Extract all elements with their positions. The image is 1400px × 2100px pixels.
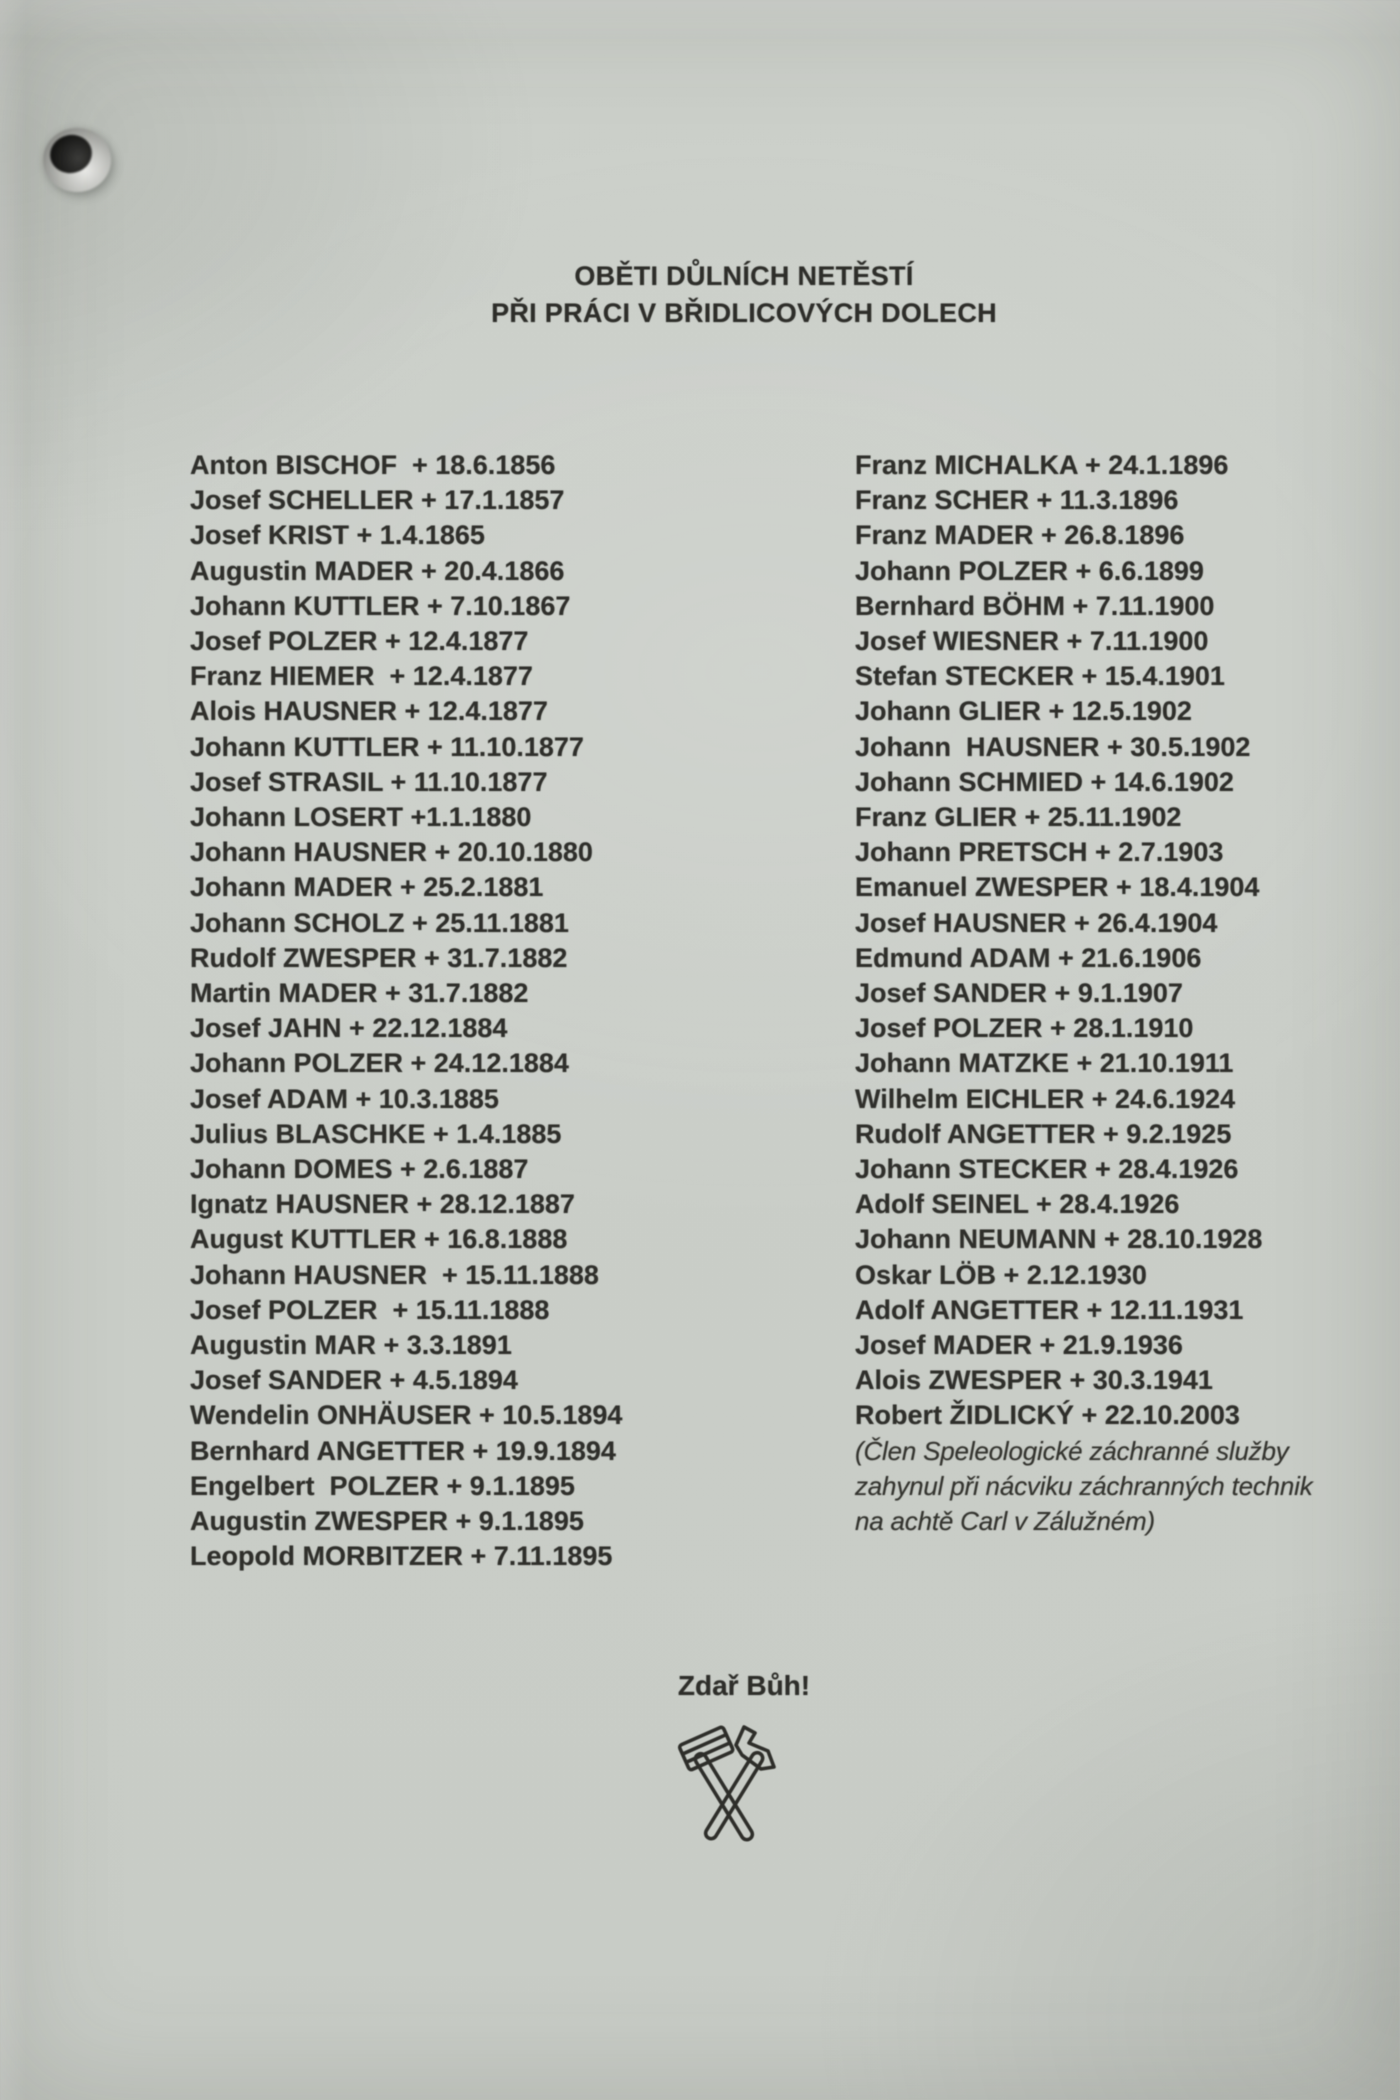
memorial-entry: Wilhelm EICHLER + 24.6.1924 [855,1083,1236,1114]
screw-top-right-icon [1329,122,1391,184]
memorial-entry: Josef MADER + 21.9.1936 [855,1330,1183,1361]
memorial-entry: Josef KRIST + 1.4.1865 [190,520,485,551]
memorial-entry: Alois ZWESPER + 30.3.1941 [855,1365,1213,1396]
memorial-entry: Robert ŽIDLICKÝ + 22.10.2003 [855,1400,1240,1431]
memorial-entry: Johann DOMES + 2.6.1887 [190,1154,529,1185]
memorial-entry: Franz GLIER + 25.11.1902 [855,802,1182,833]
memorial-entry: Franz MICHALKA + 24.1.1896 [855,450,1229,480]
memorial-entry: Wendelin ONHÄUSER + 10.5.1894 [190,1400,623,1431]
note-line: (Člen Speleologické záchranné služby [855,1435,1289,1466]
victims-column-left [190,448,622,1575]
memorial-entry: Oskar LÖB + 2.12.1930 [855,1259,1147,1290]
speleology-note [855,1434,1313,1540]
memorial-entry: Josef POLZER + 28.1.1910 [855,1013,1194,1044]
memorial-entry: Augustin ZWESPER + 9.1.1895 [190,1506,584,1537]
victims-column-right [855,448,1313,1539]
victims-right-entries [855,448,1313,1434]
memorial-entry: Rudolf ANGETTER + 9.2.1925 [855,1118,1232,1149]
memorial-entry: Johann NEUMANN + 28.10.1928 [855,1224,1263,1255]
memorial-entry: Johann SCHOLZ + 25.11.1881 [190,907,569,938]
screw-top-left-icon [43,128,111,192]
memorial-entry: Franz SCHER + 11.3.1896 [855,485,1179,516]
memorial-entry: Josef SANDER + 4.5.1894 [190,1365,518,1396]
memorial-entry: Johann HAUSNER + 30.5.1902 [855,731,1251,762]
memorial-entry: Johann GLIER + 12.5.1902 [855,696,1192,727]
memorial-entry: Bernhard BÖHM + 7.11.1900 [855,590,1215,621]
memorial-entry: Johann KUTTLER + 7.10.1867 [190,590,571,621]
memorial-entry: Josef POLZER + 12.4.1877 [190,626,529,657]
memorial-entry: Martin MADER + 31.7.1882 [190,978,529,1009]
screw-cap [46,130,96,177]
memorial-entry: Johann MADER + 25.2.1881 [190,872,544,903]
memorial-entry: Josef JAHN + 22.12.1884 [190,1013,508,1044]
title-line-1: OBĚTI DŮLNÍCH NETĚSTÍ [574,261,914,291]
memorial-entry: Emanuel ZWESPER + 18.4.1904 [855,872,1260,903]
memorial-entry: Leopold MORBITZER + 7.11.1895 [190,1541,613,1572]
memorial-entry: Augustin MAR + 3.3.1891 [190,1330,512,1361]
memorial-entry: Rudolf ZWESPER + 31.7.1882 [190,942,568,973]
memorial-entry: Bernhard ANGETTER + 19.9.1894 [190,1435,616,1466]
memorial-entry: Josef HAUSNER + 26.4.1904 [855,907,1218,938]
memorial-entry: Johann MATZKE + 21.10.1911 [855,1048,1234,1079]
memorial-entry: Josef WIESNER + 7.11.1900 [855,626,1209,657]
memorial-entry: Adolf ANGETTER + 12.11.1931 [855,1294,1244,1325]
memorial-entry: Johann SCHMIED + 14.6.1902 [855,766,1234,797]
memorial-entry: Franz MADER + 26.8.1896 [855,520,1185,551]
memorial-entry: Johann POLZER + 24.12.1884 [190,1048,569,1079]
memorial-entry: Johann KUTTLER + 11.10.1877 [190,731,584,762]
note-line: zahynul při nácviku záchranných technik [855,1470,1313,1501]
farewell-text: Zdař Bůh! [677,1670,811,1701]
memorial-entry: Johann HAUSNER + 20.10.1880 [190,837,593,868]
memorial-entry: Johann LOSERT +1.1.1880 [190,802,532,833]
memorial-entry: Josef SCHELLER + 17.1.1857 [190,485,565,516]
memorial-entry: Augustin MADER + 20.4.1866 [190,555,565,586]
memorial-entry: August KUTTLER + 16.8.1888 [190,1224,568,1255]
memorial-entry: Alois HAUSNER + 12.4.1877 [190,696,548,727]
memorial-entry: Franz HIEMER + 12.4.1877 [190,661,533,692]
crossed-hammers-icon [672,1718,784,1852]
memorial-entry: Johann PRETSCH + 2.7.1903 [855,837,1224,868]
memorial-entry: Johann POLZER + 6.6.1899 [855,555,1204,586]
memorial-entry: Johann STECKER + 28.4.1926 [855,1154,1239,1185]
memorial-entry: Ignatz HAUSNER + 28.12.1887 [190,1189,575,1220]
memorial-entry: Josef SANDER + 9.1.1907 [855,978,1183,1009]
note-line: na achtě Carl v Zálužném) [855,1506,1155,1537]
memorial-entry: Julius BLASCHKE + 1.4.1885 [190,1118,562,1149]
memorial-entry: Anton BISCHOF + 18.6.1856 [190,450,556,480]
memorial-entry: Josef ADAM + 10.3.1885 [190,1083,499,1114]
title-line-2: PŘI PRÁCI V BŘIDLICOVÝCH DOLECH [491,298,997,328]
memorial-entry: Johann HAUSNER + 15.11.1888 [190,1259,599,1290]
memorial-entry: Josef POLZER + 15.11.1888 [190,1294,550,1325]
plaque-title [44,258,1400,332]
memorial-entry: Edmund ADAM + 21.6.1906 [855,942,1202,973]
memorial-entry: Engelbert POLZER + 9.1.1895 [190,1470,575,1501]
memorial-entry: Adolf SEINEL + 28.4.1926 [855,1189,1180,1220]
memorial-entry: Josef STRASIL + 11.10.1877 [190,766,548,797]
memorial-entry: Stefan STECKER + 15.4.1901 [855,661,1225,692]
